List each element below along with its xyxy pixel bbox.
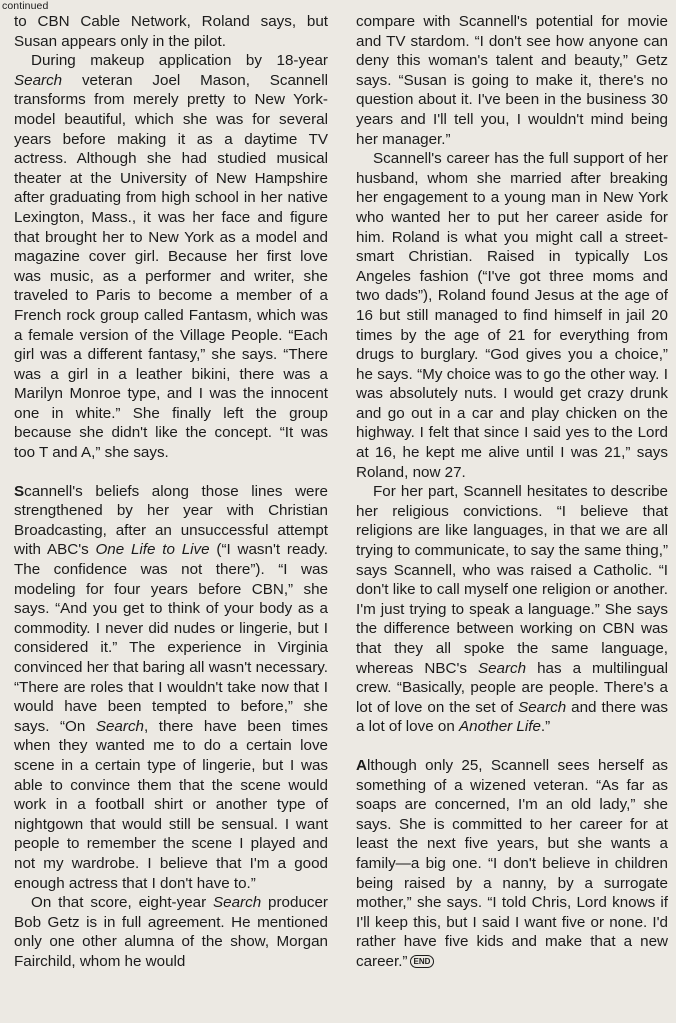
drop-cap: A bbox=[356, 756, 367, 774]
text-run: veteran Joel Mason, Scannell transforms from merely pretty to New York-model beautiful, which she was for several years before making it as a daytime TV actress. Although she had studied musical theater at the University of New Hampshire after graduating from high school in her native Lexington, Mass., it was her face and figure that brought her to New York as a model and magazine cover girl. Because her first love was music, as a performer and writer, she traveled to Paris to become a member of a French rock group called Fantasm, which was a female version of the Village People. “Each girl was a different fantasy,” she says. “There was a girl in a leather bikini, there was a Marilyn Monroe type, and I was the innocent one in white.” She finally left the group because she didn't like the concept. “It was too T and A,” she says. bbox=[14, 71, 328, 462]
right-paragraph-1: compare with Scannell's potential for movie and TV stardom. “I don't see how anyone can deny this woman's talent and beauty,” Getz says. “Susan is going to make it, there's no question about it. I've been in the business 30 years and I'll tell you, I wouldn't mind being her manager.” bbox=[356, 13, 668, 148]
show-title-another-life: Another Life bbox=[459, 718, 541, 736]
text-run: lthough only 25, Scannell sees herself as something of a wizened veteran. “As far as soaps are concerned, I'm an old lady,” she says. She is committed to her career for at least the next five years, but she wants a family—a big one. “I don't believe in children being raised by a nanny, by a surrogate mother,” she says. “I told Chris, Lord knows if I'll keep this, but I said I want five or none. I'd rather have five kids and make that a new career.” bbox=[356, 756, 668, 970]
show-title-search: Search bbox=[95, 717, 144, 735]
left-column bbox=[14, 12, 328, 972]
show-title-search: Search bbox=[477, 659, 527, 677]
right-paragraph-2: Scannell's career has the full support of her husband, whom she married after breaking her engagement to a young man in New York who wanted her to put her career aside for him. Roland is what you might call a street-smart Christian. Raised in typically Los Angeles fashion (“I've got three moms and two dads”), Roland found Jesus at the age of 16 but still managed to find himself in jail 20 times by the age of 21 for everything from drugs to burglary. “God gives you a choice,” he says. “My choice was to go the other way. I was absolutely nuts. I would get crazy drunk and go out in a car and play chicken on the highway. I felt that since I said yes to the Lord at 16, he kept me alive until I was 21,” says Roland, now 27. bbox=[356, 150, 668, 481]
text-run: (“I wasn't ready. The confidence was not there”). “I was modeling for four years before CBN,” she says. “And you get to think of your body as a commodity. I never did nudes or lingerie, but I considered it.” The experience in Virginia convinced her that baring all wasn't necessary. “There are roles that I wouldn't take now that I would have been tempted to before,” she says. “On bbox=[14, 541, 328, 735]
left-paragraph-4 bbox=[14, 893, 328, 971]
text-run: , there have been times when they wanted me to do a certain love scene in a certain type of lingerie, but I was able to convince them that the scene would work in a football shirt or another type of nightgown that would still be sensual. I want people to remember the scene I played and not my wardrobe. I believe that I'm a good enough actress that I don't have to.” bbox=[14, 717, 328, 892]
text-run: On that score, eight-year bbox=[31, 894, 214, 912]
left-paragraph-2 bbox=[14, 51, 328, 462]
show-title-search: Search bbox=[14, 71, 63, 89]
left-paragraph-3 bbox=[14, 482, 328, 893]
text-run: During makeup application by 18-year bbox=[31, 52, 328, 70]
show-title-search: Search bbox=[213, 894, 262, 912]
right-paragraph-4 bbox=[356, 756, 668, 972]
right-column bbox=[356, 12, 668, 972]
text-run: has a multilingual crew. “Basically, people are people. There's a lot of love on the set of bbox=[356, 659, 668, 716]
drop-cap: S bbox=[14, 482, 25, 500]
continued-label: continued bbox=[2, 0, 49, 12]
show-title-search: Search bbox=[518, 698, 567, 716]
text-run: and there was a lot of love on bbox=[356, 698, 669, 736]
right-paragraph-3 bbox=[356, 482, 668, 737]
show-title-one-life-to-live: One Life to Live bbox=[95, 541, 210, 559]
left-paragraph-1: to CBN Cable Network, Roland says, but Susan appears only in the pilot. bbox=[14, 13, 328, 50]
end-mark-icon: END bbox=[410, 955, 435, 968]
text-run: .” bbox=[540, 718, 551, 736]
text-run: producer Bob Getz is in full agreement. He mentioned only one other alumna of the show, Morgan Fairchild, whom he would bbox=[14, 894, 328, 970]
text-run: For her part, Scannell hesitates to describe her religious convictions. “I believe that religions are like languages, in that we are all trying to communicate, to say the same thing,” says Scannell, who was raised a Catholic. “I don't like to call myself one religion or another. I'm just trying to speak a language.” She says the difference between working on CBN was that they all spoke the same language, whereas NBC's bbox=[356, 483, 668, 677]
text-run: cannell's beliefs along those lines were strengthened by her year with Christian Broadcasting, after an unsuccessful attempt with ABC's bbox=[14, 482, 328, 559]
